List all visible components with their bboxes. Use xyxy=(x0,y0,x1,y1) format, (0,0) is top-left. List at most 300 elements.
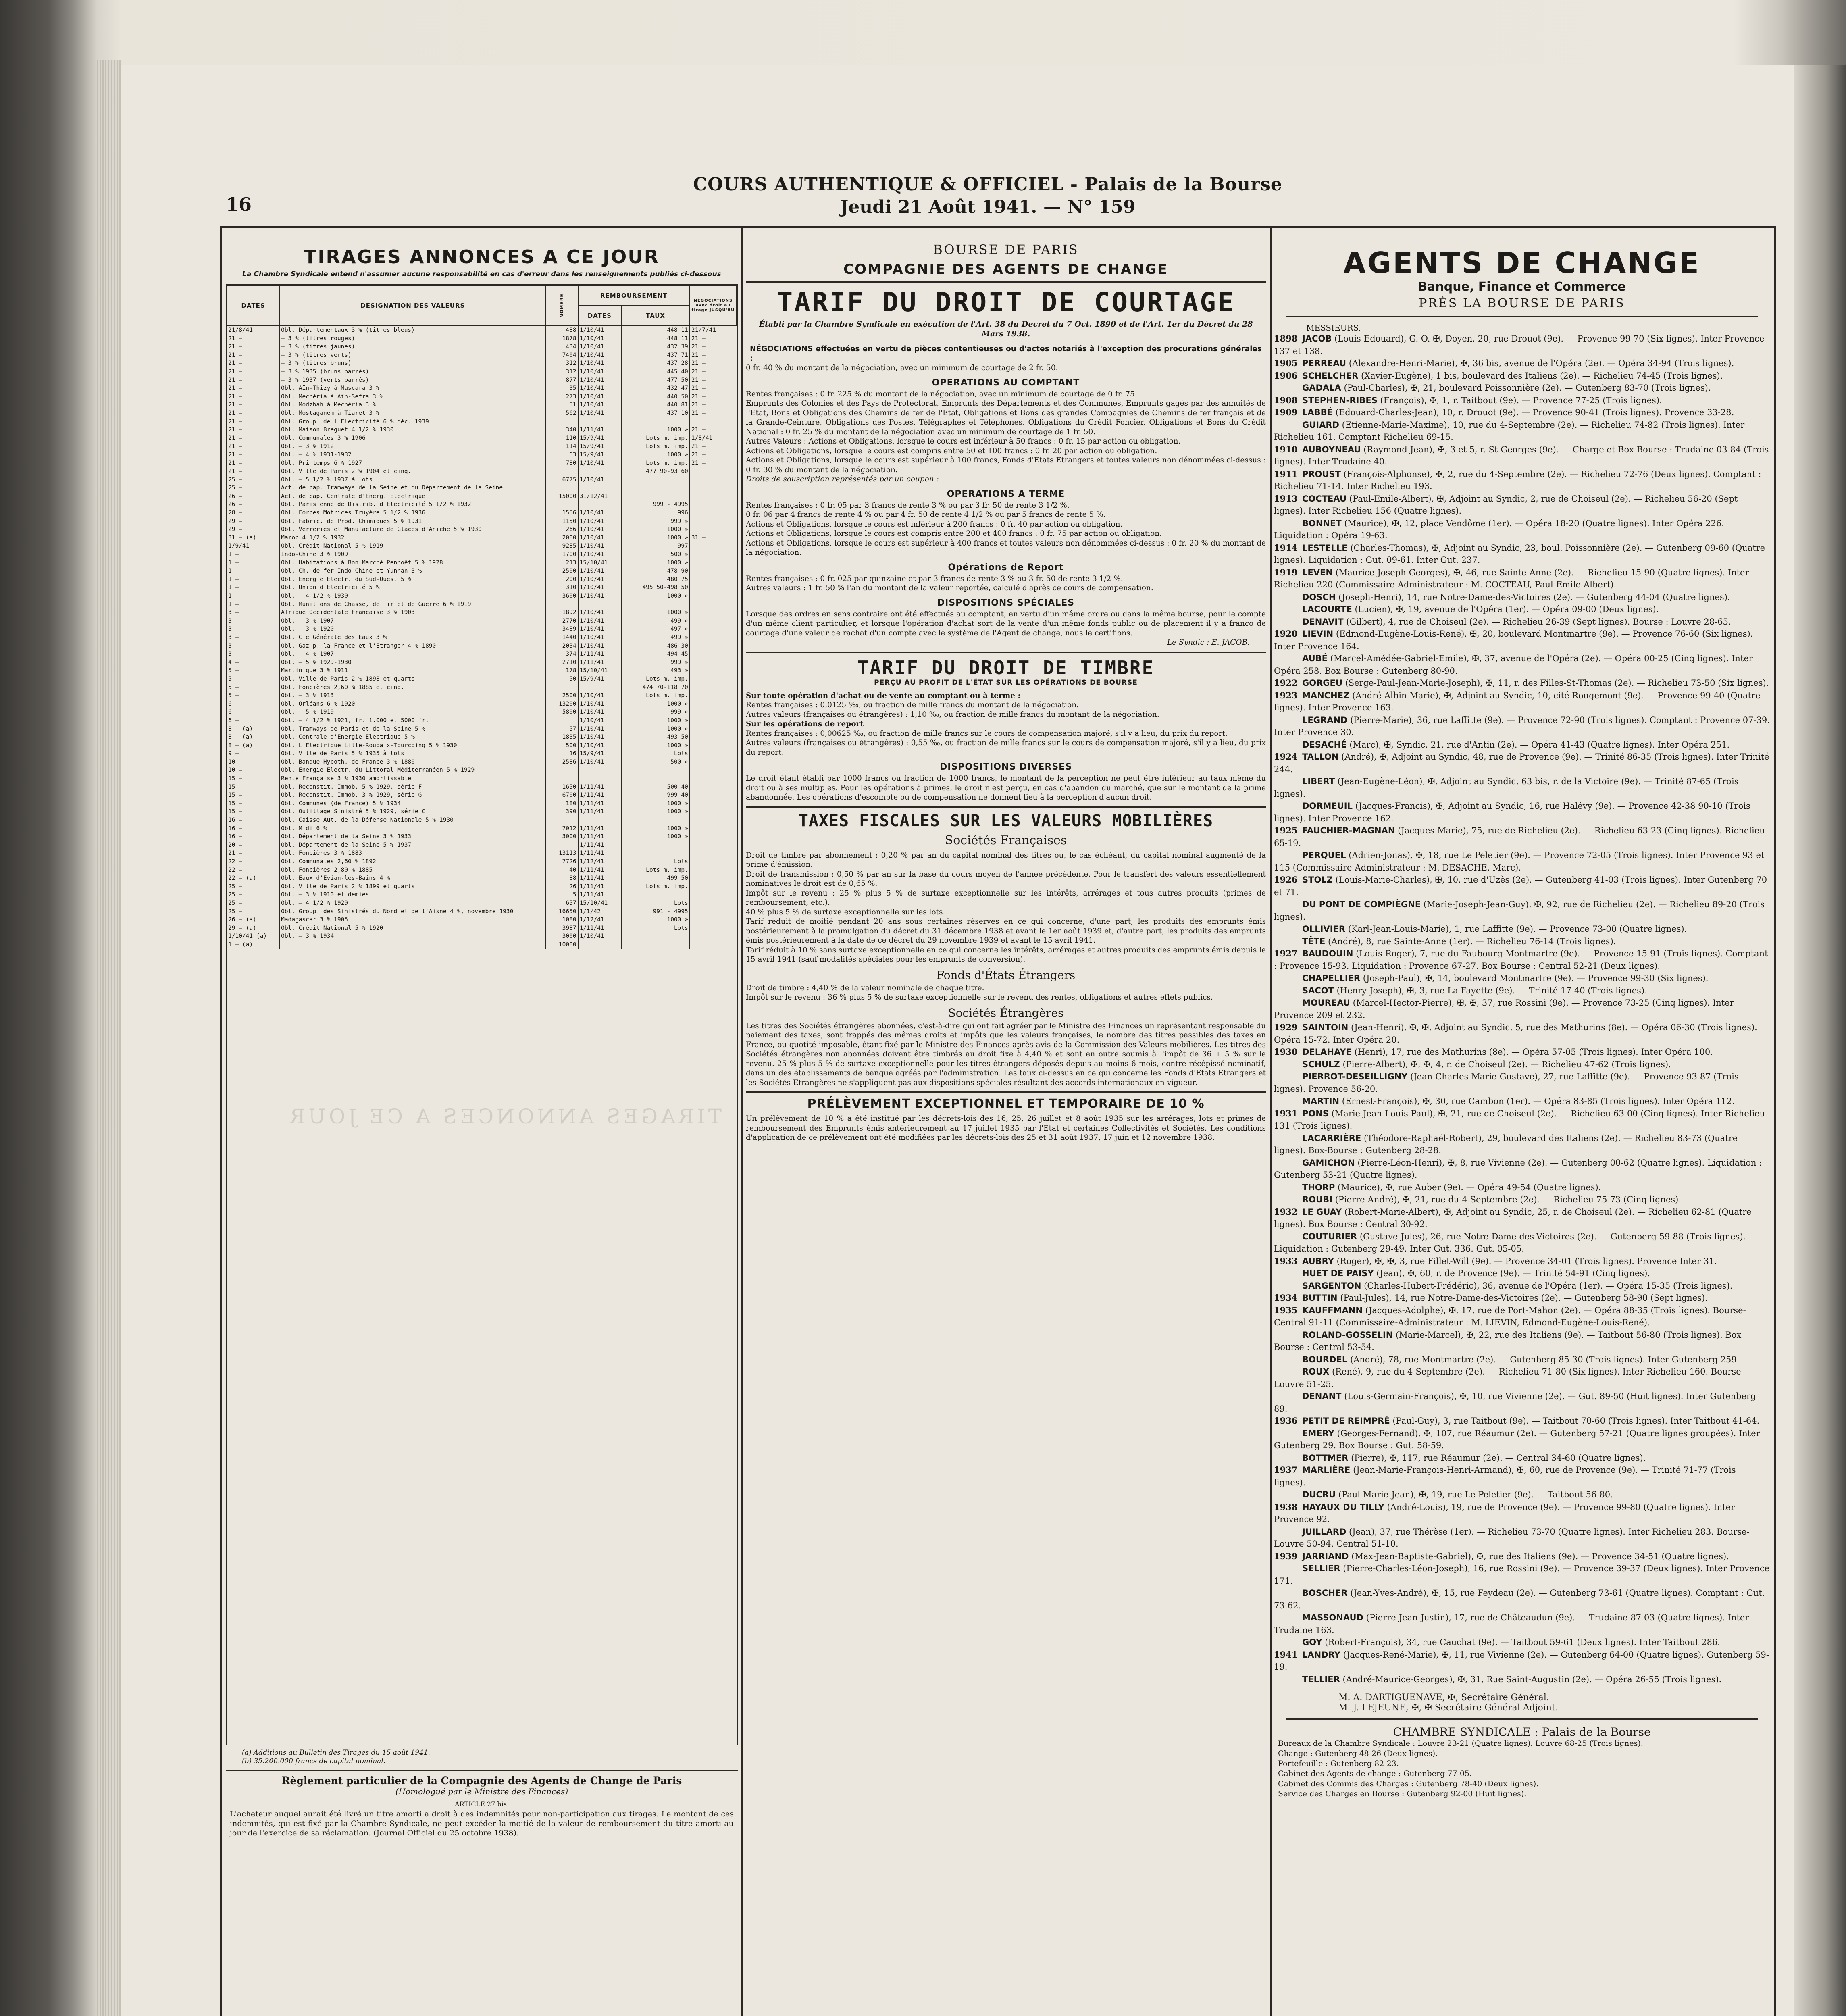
agent-details: (Marie-Marcel), ✠, 22, rue des Italiens (9e). — Taitbout 56-80 (Trois lignes). Box Bourse : Central 53-54. xyxy=(1274,1330,1742,1352)
agents-title: AGENTS DE CHANGE xyxy=(1343,246,1700,280)
agent-details: (Marcel-Hector-Pierre), ✠, ✠, 37, rue Rossini (9e). — Provence 73-25 (Cinq lignes). Inter Provence 209 et 232. xyxy=(1274,998,1734,1020)
agent-details: (Jean-Yves-André), ✠, 15, rue Feydeau (2e). — Gutenberg 73-61 (Quatre lignes). Comptant : Gut. 73-62. xyxy=(1274,1588,1765,1610)
table-row xyxy=(227,883,737,891)
comptant-line: Droits de souscription représentés par un coupon : xyxy=(746,475,939,483)
cell-taux xyxy=(621,941,690,949)
chambre-line: Portefeuille : Gutenberg 82-23. xyxy=(1278,1759,1399,1768)
agent-year: 1922 xyxy=(1274,678,1298,688)
cell-date: 21 — xyxy=(228,385,242,392)
agent-name: ROUX xyxy=(1302,1367,1330,1377)
agent-name: LIEVIN xyxy=(1302,629,1334,639)
cell-designation: Obl. — 3 % 1920 xyxy=(279,625,546,633)
divider xyxy=(746,281,1266,283)
agent-name: LE GUAY xyxy=(1302,1207,1342,1217)
cell-remb-date xyxy=(578,418,622,426)
agent-details: (Jean), 37, rue Thérèse (1er). — Richelieu 73-70 (Quatre lignes). Inter Richelieu 283. Bourse-Louvre 50-94. Central 51-10. xyxy=(1274,1527,1750,1549)
cell-taux: Lots m. imp. xyxy=(621,442,690,451)
agent-details: (Maurice), ✠, rue Auber (9e). — Opéra 49-54 (Quatre lignes). xyxy=(1338,1182,1601,1192)
cell-remb-date: 1/11/41 xyxy=(578,658,622,667)
cell-remb-date: 1/11/41 xyxy=(578,891,622,899)
cell-nego xyxy=(690,816,737,825)
cell-remb-date: 1/11/41 xyxy=(578,791,622,800)
agent-details: (Jean), ✠, 60, r. de Provence (9e). — Trinité 54-91 (Cinq lignes). xyxy=(1376,1268,1650,1278)
list-item xyxy=(1274,1058,1770,1071)
cell-remb-date: 1/10/41 xyxy=(578,459,622,468)
cell-nombre: 657 xyxy=(546,899,578,908)
agent-details: (Jacques-Francis), ✠, Adjoint au Syndic, 16, rue Halévy (9e). — Provence 42-38 90-10 (Trois lignes). Inter Provence 162. xyxy=(1274,801,1750,823)
list-item xyxy=(1274,1354,1770,1366)
agent-details: (Jean-Henri), ✠, ✠, Adjoint au Syndic, 5, rue des Mathurins (8e). — Opéra 06-30 (Trois lignes). Opéra 15-72. Inter Opéra 20. xyxy=(1274,1023,1757,1045)
cell-nego xyxy=(690,492,737,501)
cell-designation: Obl. Fabric. de Prod. Chimiques 5 % 1931 xyxy=(279,517,546,526)
cell-nego xyxy=(690,825,737,833)
cell-taux: 999 40 xyxy=(621,791,690,800)
table-row xyxy=(227,451,737,459)
agent-name: CHAPELLIER xyxy=(1302,973,1361,983)
cell-nombre: 2500 xyxy=(546,567,578,575)
cell-nombre: 1878 xyxy=(546,335,578,343)
agent-details: (Ernest-François), ✠, 30, rue Cambon (1er). — Opéra 83-85 (Trois lignes). Inter Opéra 112. xyxy=(1342,1096,1735,1106)
cell-nego xyxy=(690,517,737,526)
section-speciales: DISPOSITIONS SPÉCIALES xyxy=(937,598,1075,608)
cell-nombre: 6700 xyxy=(546,791,578,800)
cell-nego xyxy=(690,750,737,758)
cell-remb-date: 15/9/41 xyxy=(578,451,622,459)
comptant-line: Actions et Obligations, lorsque le cours est compris entre 50 et 100 francs : 0 fr. 20 par action ou obligation. xyxy=(746,446,1157,455)
agent-details: (Jacques-René-Marie), ✠, 11, rue Vivienne (2e). — Gutenberg 64-00 (Quatre lignes). Gutenberg 59-19. xyxy=(1274,1649,1769,1672)
cell-remb-date: 1/11/41 xyxy=(578,825,622,833)
agent-name: ROLAND-GOSSELIN xyxy=(1302,1330,1393,1340)
cell-remb-date: 1/10/41 xyxy=(578,525,622,534)
table-row xyxy=(227,825,737,833)
agent-name: TELLIER xyxy=(1302,1674,1340,1684)
cell-taux: 494 45 xyxy=(621,650,690,658)
cell-date: 15 — xyxy=(228,808,242,815)
cell-nombre: 5 xyxy=(546,891,578,899)
cell-taux: Lots m. imp. xyxy=(621,434,690,443)
cell-designation: Obl. — 3 % 1934 xyxy=(279,932,546,941)
table-row xyxy=(227,766,737,775)
cell-designation: Obl. Union d'Electricité 5 % xyxy=(279,583,546,592)
cell-remb-date: 15/9/41 xyxy=(578,750,622,758)
cell-nombre: 35 xyxy=(546,384,578,393)
agent-details: (Louis-Germain-François), ✠, 10, rue Vivienne (2e). — Gut. 89-50 (Huit lignes). Inter Gutenberg 89. xyxy=(1274,1391,1756,1414)
cell-nego: 21 — xyxy=(690,343,737,351)
cell-remb-date: 1/11/41 xyxy=(578,849,622,858)
cell-nego xyxy=(690,550,737,559)
agent-name: TALLON xyxy=(1302,752,1339,762)
agent-details: (Robert-Marie-Albert), ✠, Adjoint au Syndic, 25, r. de Choiseul (2e). — Richelieu 62-81 (Quatre lignes). Box Bourse : Central 30-92. xyxy=(1274,1207,1752,1229)
cell-date: 26 — (a) xyxy=(228,916,256,923)
cell-date: 25 — xyxy=(228,900,242,906)
cell-nego: 21 — xyxy=(690,376,737,385)
agent-name: BUTTIN xyxy=(1302,1293,1338,1303)
agent-details: (Max-Jean-Baptiste-Gabriel), ✠, rue des Italiens (9e). — Provence 34-51 (Quatre lignes). xyxy=(1351,1551,1729,1561)
cell-nombre xyxy=(546,841,578,850)
cell-taux: 448 11 xyxy=(621,335,690,343)
list-item xyxy=(1274,985,1770,997)
list-item xyxy=(1274,714,1770,739)
list-item xyxy=(1274,1612,1770,1636)
cell-date: 8 — (a) xyxy=(228,734,253,741)
divider xyxy=(746,1091,1266,1093)
cell-taux xyxy=(621,766,690,775)
cell-remb-date: 1/10/41 xyxy=(578,476,622,484)
cell-date: 28 — xyxy=(228,510,242,516)
agent-details: (Louis-Roger), 7, rue du Faubourg-Montmartre (9e). — Provence 15-91 (Trois lignes). Comptant : Provence 15-93. Liquidation : Provence 67-27. Box Bourse : Central 52-21 (Deux lignes). xyxy=(1274,949,1768,971)
agent-details: (Louis-Marie-Charles), ✠, 10, rue d'Uzès (2e). — Gutenberg 41-03 (Trois lignes). Inter Gutenberg 70 et 71. xyxy=(1274,875,1767,897)
cell-nombre xyxy=(546,766,578,775)
agent-year: 1925 xyxy=(1274,825,1298,835)
table-row xyxy=(227,849,737,858)
cell-nombre xyxy=(546,716,578,725)
cell-nombre xyxy=(546,775,578,783)
cell-nego xyxy=(690,476,737,484)
cell-remb-date: 1/10/41 xyxy=(578,567,622,575)
cell-remb-date: 1/11/41 xyxy=(578,866,622,875)
cell-designation: Obl. L'Electrique Lille-Roubaix-Tourcoing 5 % 1930 xyxy=(279,741,546,750)
agent-name: MASSONAUD xyxy=(1302,1613,1363,1622)
list-item xyxy=(1274,898,1770,923)
cell-date: 22 — (a) xyxy=(228,875,256,882)
cell-designation: Obl. Parisienne de Distrib. d'Electricité 5 1/2 % 1932 xyxy=(279,500,546,509)
agent-details: (Henry-Joseph), ✠, 3, rue La Fayette (9e). — Trinité 17-40 (Trois lignes). xyxy=(1336,985,1647,996)
cell-nego xyxy=(690,866,737,875)
chambre-line: Change : Gutenberg 48-26 (Deux lignes). xyxy=(1278,1749,1438,1758)
list-item xyxy=(1274,1280,1770,1292)
agent-details: (Joseph-Paul), ✠, 14, boulevard Montmartre (9e). — Provence 99-30 (Six lignes). xyxy=(1363,973,1709,983)
report-line: Autres valeurs : 1 fr. 50 % l'an du montant de la valeur reportée, calculé d'après ce cours de compensation. xyxy=(746,584,1153,592)
cell-designation: Obl. Munitions de Chasse, de Tir et de Guerre 6 % 1919 xyxy=(279,600,546,609)
cell-taux: 999 - 4995 xyxy=(621,500,690,509)
cell-nego xyxy=(690,725,737,733)
cell-nombre: 1556 xyxy=(546,509,578,517)
table-row xyxy=(227,741,737,750)
terme-line: 0 fr. 06 par 4 francs de rente 4 % ou par 4 fr. 50 de rente 4 1/2 % ou par 5 francs de rente 5 %. xyxy=(746,510,1106,519)
cell-nego xyxy=(690,783,737,791)
table-row xyxy=(227,509,737,517)
cell-remb-date xyxy=(578,766,622,775)
cell-designation: — 3 % (titres verts) xyxy=(279,351,546,360)
cell-date: 21 — xyxy=(228,368,242,375)
fonds-line: Impôt sur le revenu : 36 % plus 5 % de surtaxe exceptionnelle sur le revenu des rentes, obligations et autres effets publics. xyxy=(746,993,1213,1002)
agent-name: LACOURTE xyxy=(1302,604,1352,614)
cell-remb-date: 1/11/41 xyxy=(578,800,622,808)
cell-date: 15 — xyxy=(228,783,242,790)
cell-date: 20 — xyxy=(228,841,242,848)
agent-year: 1936 xyxy=(1274,1416,1298,1426)
timbre-subtitle: PERÇU AU PROFIT DE L'ÉTAT SUR LES OPÉRATIONS DE BOURSE xyxy=(874,678,1138,687)
agent-details: (Jean-Charles-Marie-Gustave), 27, rue Laffitte (9e). — Provence 93-87 (Trois lignes). Provence 56-20. xyxy=(1274,1072,1739,1094)
agent-details: (Paul-Charles), ✠, 21, boulevard Poissonnière (2e). — Gutenberg 83-70 (Trois lignes). xyxy=(1344,383,1711,393)
secretary: M. J. LEJEUNE, ✠, ✠ Secrétaire Général Adjoint. xyxy=(1338,1703,1558,1713)
cell-nego xyxy=(690,650,737,658)
agent-details: (Théodore-Raphaël-Robert), 29, boulevard des Italiens (2e). — Richelieu 83-73 (Quatre lignes). Box-Bourse : Gutenberg 28-28. xyxy=(1274,1133,1738,1155)
table-row xyxy=(227,517,737,526)
list-item xyxy=(1274,1501,1770,1526)
cell-designation: Obl. Ch. de fer Indo-Chine et Yunnan 3 % xyxy=(279,567,546,575)
cell-nego xyxy=(690,617,737,625)
agent-details: (René), 9, rue du 4-Septembre (2e). — Richelieu 71-80 (Six lignes). Inter Richelieu 160. Bourse-Louvre 51-25. xyxy=(1274,1367,1744,1389)
cell-remb-date: 1/10/41 xyxy=(578,932,622,941)
cell-taux: 497 » xyxy=(621,625,690,633)
agent-year: 1913 xyxy=(1274,493,1298,504)
table-row xyxy=(227,783,737,791)
cell-designation: Obl. — 4 1/2 % 1921, fr. 1.000 et 5000 fr. xyxy=(279,716,546,725)
agent-name: MARLIÈRE xyxy=(1302,1465,1351,1475)
article-text: L'acheteur auquel aurait été livré un titre amorti a droit à des indemnités pour non-participation aux tirages. Le montant de ces indemnités, qui est fixé par la Chambre Syndicale, ne peut excéder la moitié de la valeur de remboursement du titre amorti au jour de l'exercice de sa réclamation. (Journal Officiel du 25 octobre 1938). xyxy=(230,1810,734,1837)
cell-taux: 440 50 xyxy=(621,393,690,401)
cell-date: 1 — (a) xyxy=(228,941,253,948)
table-row xyxy=(227,683,737,692)
table-row xyxy=(227,941,737,949)
cell-date: 21 — xyxy=(228,402,242,408)
cell-date: 21 — xyxy=(228,344,242,350)
cell-designation: — 3 % 1937 (verts barrés) xyxy=(279,376,546,385)
agent-name: OLLIVIER xyxy=(1302,924,1346,934)
agent-details: (Paul-Guy), 3, rue Taitbout (9e). — Taitbout 70-60 (Trois lignes). Inter Taitbout 41-64. xyxy=(1392,1416,1760,1426)
cell-nego: 31 — xyxy=(690,534,737,542)
tirages-title: TIRAGES ANNONCES A CE JOUR xyxy=(304,246,660,268)
cell-taux: 437 28 xyxy=(621,359,690,368)
cell-taux xyxy=(621,891,690,899)
list-item xyxy=(1274,1636,1770,1649)
cell-nego xyxy=(690,775,737,783)
cell-remb-date: 1/10/41 xyxy=(578,625,622,633)
cell-designation: Obl. Midi 6 % xyxy=(279,825,546,833)
cell-nego: 21 — xyxy=(690,384,737,393)
cell-date: 8 — (a) xyxy=(228,742,253,749)
cell-nego xyxy=(690,592,737,600)
agent-name: JARRIAND xyxy=(1302,1551,1349,1561)
cell-remb-date: 1/10/41 xyxy=(578,691,622,700)
cell-nego xyxy=(690,733,737,741)
cell-nego xyxy=(690,858,737,866)
agent-name: COCTEAU xyxy=(1302,494,1347,504)
cell-remb-date: 1/10/41 xyxy=(578,326,622,335)
agent-name: JACOB xyxy=(1302,334,1332,344)
cell-nombre xyxy=(546,418,578,426)
list-item xyxy=(1274,1526,1770,1550)
cell-remb-date: 1/10/41 xyxy=(578,384,622,393)
cell-nombre: 312 xyxy=(546,368,578,376)
cell-taux: 997 xyxy=(621,542,690,550)
cell-nego xyxy=(690,467,737,476)
cell-nego: 21 — xyxy=(690,409,737,418)
cell-remb-date: 1/10/41 xyxy=(578,335,622,343)
cell-designation: Indo-Chine 3 % 1909 xyxy=(279,550,546,559)
agent-name: DENANT xyxy=(1302,1391,1342,1401)
soc-fr-line: Droit de transmission : 0,50 % par an sur la base du cours moyen de l'année précédente. Pour le transfert des valeurs essentiellement nominatives le droit est de 0,65 %. xyxy=(746,870,1266,888)
cell-remb-date: 1/10/41 xyxy=(578,550,622,559)
tirages-table xyxy=(227,285,737,949)
cell-date: 6 — xyxy=(228,709,239,716)
list-item xyxy=(1274,1255,1770,1268)
cell-nego xyxy=(690,675,737,683)
list-item xyxy=(1274,825,1770,849)
cell-nego xyxy=(690,666,737,675)
table-row xyxy=(227,874,737,883)
cell-taux: 500 40 xyxy=(621,783,690,791)
agent-name: AUBÉ xyxy=(1302,654,1328,663)
cell-date: 26 — xyxy=(228,493,242,500)
cell-remb-date: 1/10/41 xyxy=(578,617,622,625)
cell-nombre: 7012 xyxy=(546,825,578,833)
cell-designation: — 3 % (titres rouges) xyxy=(279,335,546,343)
cell-remb-date xyxy=(578,683,622,692)
cell-date: 6 — xyxy=(228,717,239,724)
cell-designation: Obl. Foncières 3 % 1883 xyxy=(279,849,546,858)
cell-designation: Obl. Energie Electr. du Sud-Ouest 5 % xyxy=(279,575,546,584)
cell-remb-date: 1/11/41 xyxy=(578,924,622,933)
cell-date: 5 — xyxy=(228,667,239,674)
cell-designation: Obl. Ville de Paris 2 % 1904 et cinq. xyxy=(279,467,546,476)
cell-nego xyxy=(690,658,737,667)
chambre-line: Bureaux de la Chambre Syndicale : Louvre 23-21 (Quatre lignes). Louvre 68-25 (Trois lignes). xyxy=(1278,1739,1643,1748)
cell-taux: 493 » xyxy=(621,666,690,675)
list-item xyxy=(1274,1132,1770,1157)
list-item xyxy=(1274,1193,1770,1206)
agent-name: GADALA xyxy=(1302,383,1341,393)
cell-nego: 21 — xyxy=(690,451,737,459)
cell-taux xyxy=(621,492,690,501)
cell-taux: 437 10 xyxy=(621,409,690,418)
cell-remb-date: 1/10/41 xyxy=(578,343,622,351)
cell-remb-date: 1/10/41 xyxy=(578,575,622,584)
cell-remb-date: 1/10/41 xyxy=(578,376,622,385)
cell-designation: Obl. Orléans 6 % 1920 xyxy=(279,700,546,708)
cell-designation: Obl. Reconstit. Immob. 3 % 1929, série G xyxy=(279,791,546,800)
agent-details: (Gilbert), 4, rue de Choiseul (2e). — Richelieu 26-39 (Sept lignes). Bourse : Louvre 28-65. xyxy=(1346,616,1731,627)
agent-name: AUBOYNEAU xyxy=(1302,444,1361,454)
list-item xyxy=(1274,603,1770,616)
cell-nego xyxy=(690,625,737,633)
cell-nombre: 10000 xyxy=(546,941,578,949)
agent-year: 1908 xyxy=(1274,395,1298,405)
agent-details: (André), ✠, Adjoint au Syndic, 48, rue de Provence (9e). — Trinité 86-35 (Trois lignes). Inter Trinité 244. xyxy=(1274,752,1769,774)
cell-taux: Lots m. imp. xyxy=(621,675,690,683)
agent-details: (Pierre-Charles-Léon-Joseph), 16, rue Rossini (9e). — Provence 39-37 (Deux lignes). Inter Provence 171. xyxy=(1274,1564,1770,1586)
cell-taux xyxy=(621,816,690,825)
cell-date: 21 — xyxy=(228,427,242,433)
cell-taux: 1000 » xyxy=(621,716,690,725)
cell-remb-date: 15/9/41 xyxy=(578,442,622,451)
cell-nego xyxy=(690,500,737,509)
diverses-title: DISPOSITIONS DIVERSES xyxy=(939,762,1072,772)
cell-nego xyxy=(690,418,737,426)
cell-nego xyxy=(690,683,737,692)
cell-nombre: 3000 xyxy=(546,833,578,841)
list-item xyxy=(1274,923,1770,935)
table-row xyxy=(227,625,737,633)
cell-nombre: 16 xyxy=(546,750,578,758)
list-item xyxy=(1274,1587,1770,1612)
cell-date: 22 — xyxy=(228,866,242,873)
agents-column xyxy=(1274,234,1770,2016)
agent-year: 1935 xyxy=(1274,1305,1298,1315)
table-row xyxy=(227,550,737,559)
cell-designation: Obl. Eaux d'Evian-les-Bains 4 % xyxy=(279,874,546,883)
courtage-intro-rate: 0 fr. 40 % du montant de la négociation, avec un minimum de courtage de 2 fr. 50. xyxy=(746,364,1058,372)
cell-taux: 474 70-118 70 xyxy=(621,683,690,692)
cell-taux: 1000 » xyxy=(621,592,690,600)
cell-designation: Obl. Cie Générale des Eaux 3 % xyxy=(279,633,546,642)
cell-taux: 432 39 xyxy=(621,343,690,351)
terme-line: Actions et Obligations, lorsque le cours est inférieur à 200 francs : 0 fr. 40 par action ou obligation. xyxy=(746,520,1123,529)
secretary: M. A. DARTIGUENAVE, ✠, Secrétaire Général. xyxy=(1338,1693,1549,1703)
cell-designation: Obl. Communes (de France) 5 % 1934 xyxy=(279,800,546,808)
th-dates: DATES xyxy=(227,285,279,326)
cell-taux: 437 71 xyxy=(621,351,690,360)
cell-designation: — 3 % (titres jaunes) xyxy=(279,343,546,351)
agent-name: DU PONT DE COMPIÈGNE xyxy=(1302,900,1421,909)
reglement-subtitle: (Homologué par le Ministre des Finances) xyxy=(395,1787,568,1796)
cell-date: 15 — xyxy=(228,792,242,799)
cell-date: 21 — xyxy=(228,460,242,467)
agent-name: SCHELCHER xyxy=(1302,371,1359,381)
cell-nombre: 40 xyxy=(546,866,578,875)
speciales-text: Lorsque des ordres en sens contraire ont été effectués au comptant, en vertu d'un même ordre ou dans la même bourse, pour le compte d'un même client particulier, et lorsque l'opération d'achat sort de la vente d'un même fonds public ou de placement il y a franco de courtage d'une valeur de rachat d'un compte avec le système de l'Agent de change, nous le certifions. xyxy=(746,610,1266,637)
cell-date: 1 — xyxy=(228,601,239,608)
comptant-line: Autres Valeurs : Actions et Obligations, lorsque le cours est inférieur à 50 francs : 0 fr. 15 par action ou obligation. xyxy=(746,437,1181,446)
agents-list xyxy=(1274,333,1770,1685)
cell-taux: 1000 » xyxy=(621,525,690,534)
cell-date: 5 — xyxy=(228,692,239,699)
cell-remb-date xyxy=(578,941,622,949)
agent-details: (Robert-François), 34, rue Cauchat (9e). — Taitbout 59-61 (Deux lignes). Inter Taitbout 286. xyxy=(1325,1637,1720,1647)
cell-taux: 1000 » xyxy=(621,608,690,617)
cell-date: 3 — xyxy=(228,609,239,616)
prelevement-title: PRÉLÈVEMENT EXCEPTIONNEL ET TEMPORAIRE DE 10 % xyxy=(807,1097,1205,1111)
cell-remb-date: 1/10/41 xyxy=(578,758,622,766)
cell-nego: 21 — xyxy=(690,459,737,468)
cell-date: 3 — xyxy=(228,626,239,633)
cell-designation: Obl. — 4 1/2 % 1929 xyxy=(279,899,546,908)
cell-taux: 999 » xyxy=(621,517,690,526)
section-comptant: OPERATIONS AU COMPTANT xyxy=(932,377,1080,388)
cell-designation: Obl. — 4 % 1907 xyxy=(279,650,546,658)
cell-date: 3 — xyxy=(228,634,239,641)
table-row xyxy=(227,525,737,534)
cell-remb-date: 1/11/41 xyxy=(578,883,622,891)
cell-taux xyxy=(621,476,690,484)
agent-details: (André), 78, rue Montmartre (2e). — Gutenberg 85-30 (Trois lignes). Inter Gutenberg 259. xyxy=(1350,1354,1740,1364)
agent-name: HAYAUX DU TILLY xyxy=(1302,1502,1384,1512)
cell-designation: Obl. Communales 3 % 1906 xyxy=(279,434,546,443)
agent-name: MARTIN xyxy=(1302,1096,1340,1106)
cell-nombre xyxy=(546,467,578,476)
agent-name: DELAHAYE xyxy=(1302,1047,1352,1057)
cell-date: 15 — xyxy=(228,775,242,782)
list-item xyxy=(1274,972,1770,985)
cell-date: 21 — xyxy=(228,393,242,400)
chambre-line: Service des Charges en Bourse : Gutenberg 92-00 (Huit lignes). xyxy=(1278,1789,1527,1798)
cell-designation: Martinique 3 % 1911 xyxy=(279,666,546,675)
agent-name: DOSCH xyxy=(1302,592,1336,602)
agent-name: LACARRIÈRE xyxy=(1302,1133,1361,1143)
table-row xyxy=(227,666,737,675)
chambre-title: CHAMBRE SYNDICALE : Palais de la Bourse xyxy=(1393,1725,1651,1739)
cell-remb-date: 15/10/41 xyxy=(578,666,622,675)
cell-designation: Obl. — 3 % 1913 xyxy=(279,691,546,700)
cell-remb-date: 1/10/41 xyxy=(578,359,622,368)
list-item xyxy=(1274,628,1770,652)
agent-year: 1911 xyxy=(1274,469,1298,479)
table-row xyxy=(227,833,737,841)
cell-taux: 1000 » xyxy=(621,833,690,841)
cell-remb-date xyxy=(578,775,622,783)
cell-designation: Obl. Energie Electr. du Littoral Méditerranéen 5 % 1929 xyxy=(279,766,546,775)
